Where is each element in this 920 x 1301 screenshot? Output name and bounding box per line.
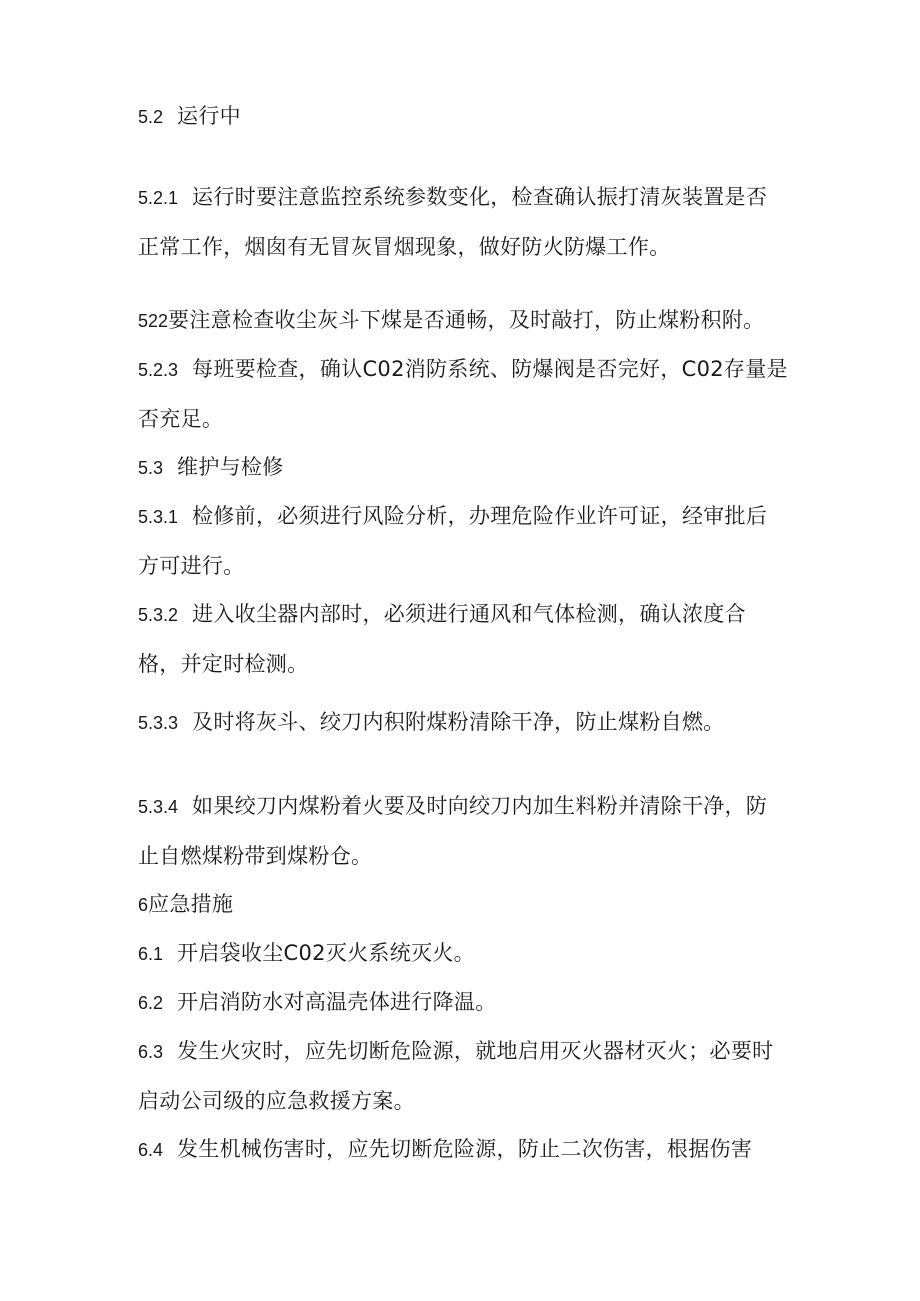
item-text: 及时将灰斗、绞刀内积附煤粉清除干净，防止煤粉自燃。 <box>192 710 725 734</box>
item-text: 发生火灾时，应先切断危险源，就地启用灭火器材灭火；必要时启动公司级的应急救援方案。 <box>138 1039 774 1113</box>
section-number: 5.2 <box>138 107 164 127</box>
section-number: 6 <box>138 895 149 915</box>
item-number: 5.3.4 <box>138 797 179 817</box>
item-number: 6.2 <box>138 993 164 1013</box>
section-5-3 <box>138 443 788 493</box>
section-text: 运行中 <box>177 104 241 128</box>
item-number: 5.3.2 <box>138 605 179 625</box>
item-5-3-3 <box>138 698 788 748</box>
section-number: 5.3 <box>138 458 164 478</box>
item-5-2-2 <box>138 296 788 346</box>
item-6-2 <box>138 978 788 1028</box>
item-5-2-3 <box>138 345 788 444</box>
section-5-2 <box>138 92 788 142</box>
item-5-2-1 <box>138 173 788 272</box>
section-text: 应急措施 <box>148 892 234 916</box>
item-6-3 <box>138 1027 788 1126</box>
section-text: 维护与检修 <box>177 455 284 479</box>
item-number: 5.2.3 <box>138 360 179 380</box>
item-text: 如果绞刀内煤粉着火要及时向绞刀内加生料粉并清除干净，防止自燃煤粉带到煤粉仓。 <box>138 794 768 868</box>
item-6-4 <box>138 1125 788 1175</box>
item-text: 每班要检查，确认C02消防系统、防爆阀是否完好，C02存量是否充足。 <box>138 357 788 431</box>
item-5-3-2 <box>138 590 788 689</box>
item-6-1 <box>138 929 788 979</box>
item-text: 要注意检查收尘灰斗下煤是否通畅，及时敲打，防止煤粉积附。 <box>168 308 765 332</box>
item-number: 6.1 <box>138 944 164 964</box>
section-6 <box>138 880 788 930</box>
item-number: 5.2.1 <box>138 188 179 208</box>
item-5-3-1 <box>138 492 788 591</box>
item-5-3-4 <box>138 782 788 881</box>
item-number: 6.3 <box>138 1042 164 1062</box>
item-number: 5.3.3 <box>138 713 179 733</box>
item-number: 5.3.1 <box>138 507 179 527</box>
item-number: 6.4 <box>138 1140 164 1160</box>
item-text: 发生机械伤害时，应先切断危险源，防止二次伤害，根据伤害 <box>177 1137 753 1161</box>
item-text: 运行时要注意监控系统参数变化，检查确认振打清灰装置是否正常工作，烟囱有无冒灰冒烟现象，做好防火防爆工作。 <box>138 185 768 259</box>
item-number: 522 <box>138 311 169 331</box>
item-text: 开启袋收尘C02灭火系统灭火。 <box>177 941 475 965</box>
item-text: 开启消防水对高温壳体进行降温。 <box>177 990 497 1014</box>
item-text: 检修前，必须进行风险分析，办理危险作业许可证，经审批后方可进行。 <box>138 504 768 578</box>
item-text: 进入收尘器内部时，必须进行通风和气体检测，确认浓度合格，并定时检测。 <box>138 602 746 676</box>
